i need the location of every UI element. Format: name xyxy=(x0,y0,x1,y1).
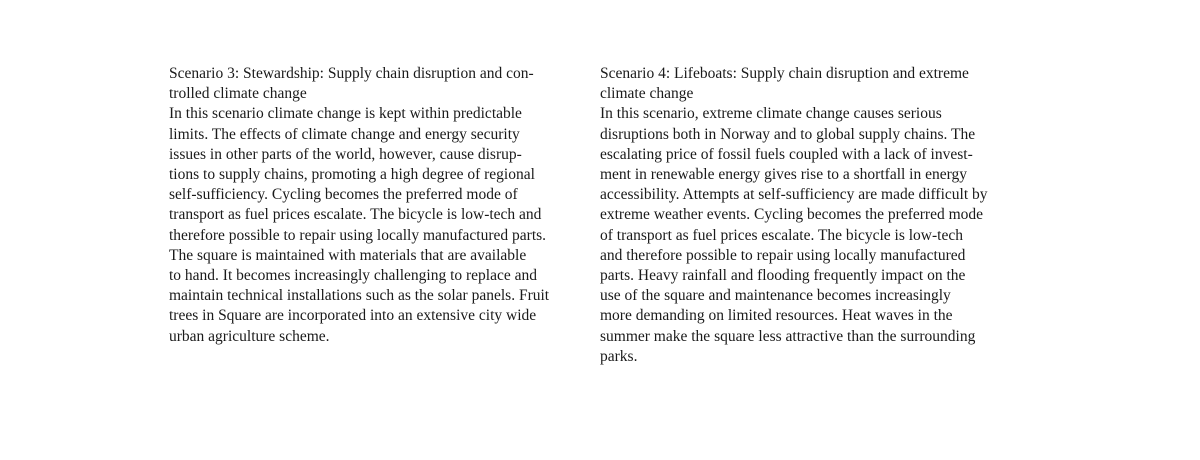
scenario-3-heading xyxy=(169,64,589,104)
body-line: The square is maintained with materials that are available xyxy=(169,246,527,264)
scenario-4-column xyxy=(600,64,1030,367)
body-line: limits. The effects of climate change and energy security xyxy=(169,125,520,143)
heading-line: trolled climate change xyxy=(169,85,307,103)
body-line: more demanding on limited resources. Heat waves in the xyxy=(600,307,953,325)
body-line: of transport as fuel prices escalate. The bicycle is low-tech xyxy=(600,226,963,244)
body-line: parks. xyxy=(600,347,638,365)
scenario-3-column xyxy=(169,64,589,347)
body-line: ment in renewable energy gives rise to a shortfall in energy xyxy=(600,166,968,184)
heading-line: climate change xyxy=(600,85,694,103)
scenario-4-body xyxy=(600,104,1030,367)
body-line: parts. Heavy rainfall and flooding frequently impact on the xyxy=(600,267,966,285)
heading-line: Scenario 4: Lifeboats: Supply chain disruption and extreme xyxy=(600,65,969,82)
body-line: summer make the square less attractive than the surrounding xyxy=(600,327,976,345)
body-line: and therefore possible to repair using locally manufactured xyxy=(600,246,966,264)
body-line: escalating price of fossil fuels coupled with a lack of invest- xyxy=(600,145,973,163)
body-line: disruptions both in Norway and to global supply chains. The xyxy=(600,125,976,143)
scenario-4-heading xyxy=(600,64,1030,104)
body-line: maintain technical installations such as the solar panels. Fruit xyxy=(169,287,550,305)
body-line: self-sufficiency. Cycling becomes the preferred mode of xyxy=(169,186,518,204)
body-line: In this scenario climate change is kept within predictable xyxy=(169,105,522,123)
body-line: trees in Square are incorporated into an extensive city wide xyxy=(169,307,537,325)
body-line: extreme weather events. Cycling becomes the preferred mode xyxy=(600,206,984,224)
body-line: tions to supply chains, promoting a high degree of regional xyxy=(169,166,535,184)
body-line: accessibility. Attempts at self-sufficiency are made difficult by xyxy=(600,186,988,204)
body-line: In this scenario, extreme climate change causes serious xyxy=(600,105,942,123)
body-line: to hand. It becomes increasingly challenging to replace and xyxy=(169,267,537,285)
body-line: transport as fuel prices escalate. The bicycle is low-tech and xyxy=(169,206,542,224)
scenario-3-body xyxy=(169,104,589,346)
body-line: urban agriculture scheme. xyxy=(169,327,330,345)
heading-line: Scenario 3: Stewardship: Supply chain disruption and con- xyxy=(169,65,534,82)
body-line: therefore possible to repair using locally manufactured parts. xyxy=(169,226,547,244)
body-line: use of the square and maintenance becomes increasingly xyxy=(600,287,951,305)
body-line: issues in other parts of the world, however, cause disrup- xyxy=(169,145,522,163)
